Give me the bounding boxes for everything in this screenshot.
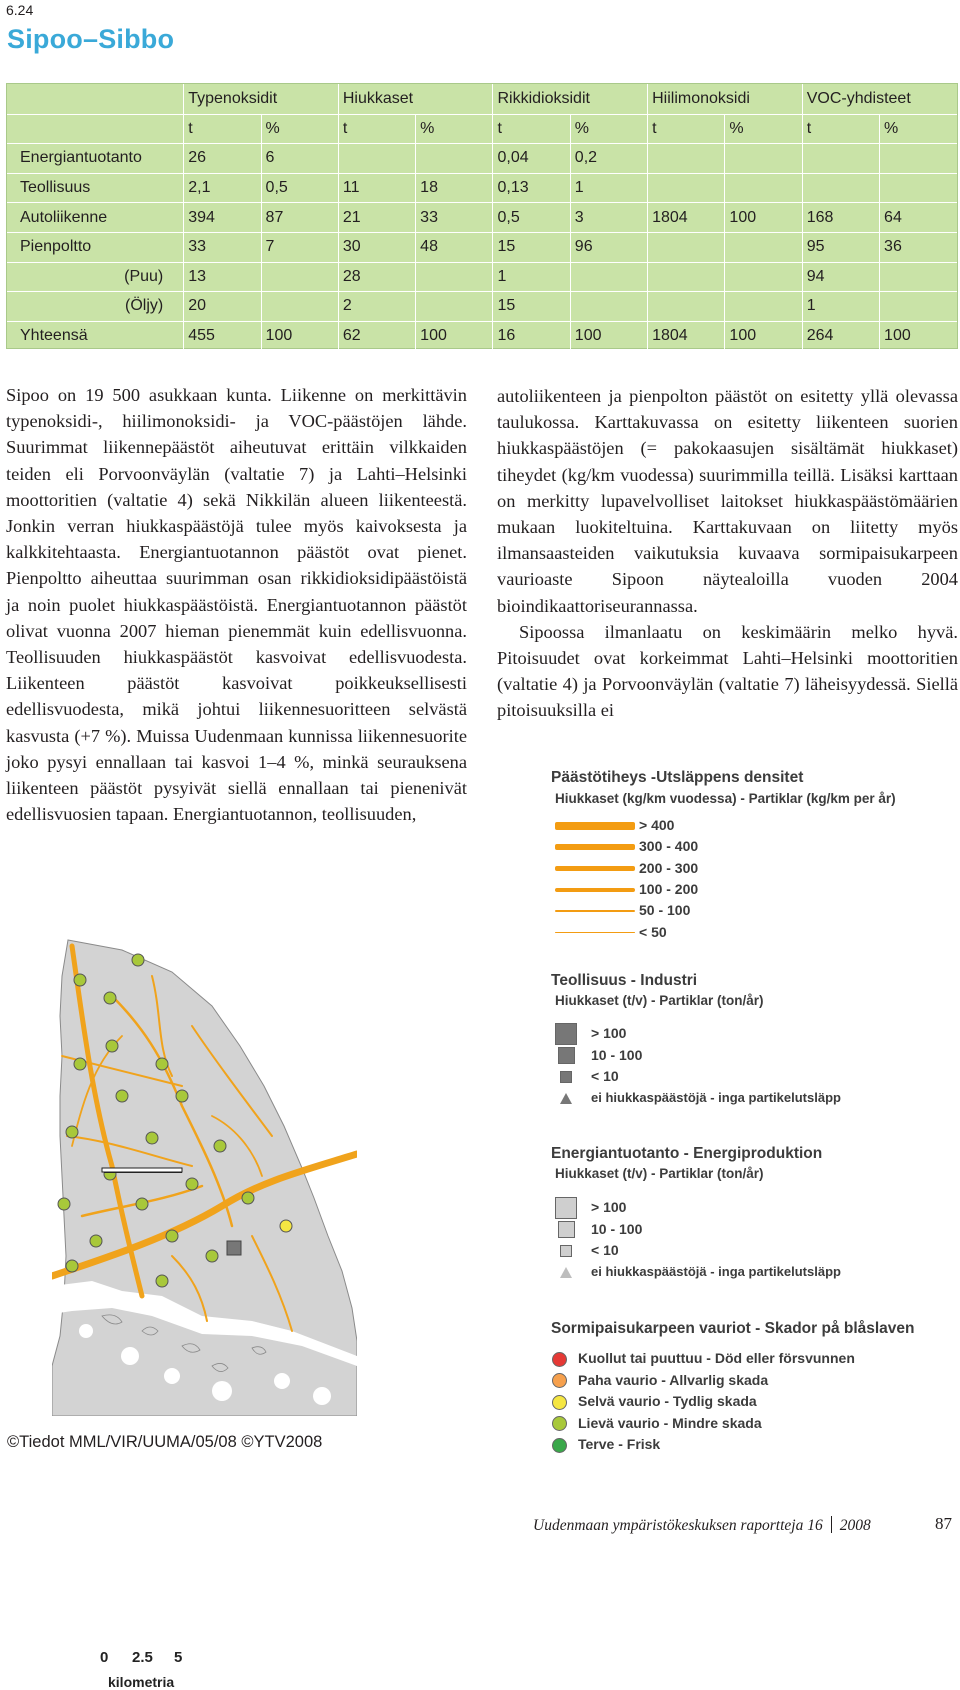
table-cell [802, 173, 879, 203]
footer-year: 2008 [839, 1517, 871, 1534]
table-cell: 100 [725, 203, 802, 233]
table-cell: 28 [338, 262, 415, 292]
group-header: Hiilimonoksidi [648, 84, 803, 114]
table-cell: 18 [416, 173, 493, 203]
body-text-right [497, 383, 958, 745]
legend-energy-subtitle: Hiukkaset (t/v) - Partiklar (ton/år) [555, 1166, 764, 1181]
industry-square-icon [560, 1071, 572, 1083]
legend-industry-subtitle: Hiukkaset (t/v) - Partiklar (ton/år) [555, 993, 764, 1008]
table-cell [725, 262, 802, 292]
table-cell: 1 [570, 173, 647, 203]
energy-class-label: ei hiukkaspäästöjä - inga partikelutsläpp [591, 1263, 841, 1279]
scale-tick: 0 [100, 1649, 109, 1666]
lichen-damage-dot-icon [552, 1438, 567, 1453]
table-cell: 0,2 [570, 144, 647, 174]
energy-class-label: 10 - 100 [591, 1220, 643, 1237]
industry-square-icon [558, 1047, 575, 1064]
table-cell: 15 [493, 292, 570, 322]
legend-industry-title: Teollisuus - Industri [551, 972, 698, 989]
table-cell: 36 [880, 232, 957, 262]
table-cell: 94 [802, 262, 879, 292]
unit-header: t [648, 114, 725, 144]
density-swatch [555, 844, 635, 850]
table-cell: 264 [802, 321, 879, 351]
table-cell: 30 [338, 232, 415, 262]
table-cell: 168 [802, 203, 879, 233]
legend-lichen-title: Sormipaisukarpeen vauriot - Skador på blåslaven [551, 1320, 915, 1337]
emissions-table [6, 83, 958, 349]
table-cell [880, 262, 957, 292]
table-cell: 2,1 [184, 173, 261, 203]
legend-energy-title: Energiantuotanto - Energiproduktion [551, 1145, 823, 1162]
energy-square-icon [555, 1197, 577, 1219]
table-cell [261, 262, 338, 292]
table-cell [880, 173, 957, 203]
table-cell: 62 [338, 321, 415, 351]
table-cell [880, 144, 957, 174]
footer-series: Uudenmaan ympäristökeskuksen raportteja 16 [533, 1517, 823, 1534]
table-cell: 7 [261, 232, 338, 262]
paragraph: autoliikenteen ja pienpolton päästöt on esitetty yllä olevassa taulukossa. Karttakuvassa on esitetty liikenteen suorien hiukkaspäästöjen (= pakokaasujen sisältämät hiukkaset) tiheydet (kg/km vuodessa) suurimmilla teillä. Lisäksi karttaan on merkitty lupavelvolliset laitokset hiukkaspäästömäärien mukaan luokiteltuina. Karttakuvaan on liitetty myös ilmansaasteiden vaikutuksia kuvaava sormipaisukarpeen vaurioaste Sipoon näytealoilla vuoden 2004 bioindikaattoriseurannassa. [497, 386, 958, 616]
unit-header: t [184, 114, 261, 144]
map-legend [545, 763, 955, 1463]
table-cell: 11 [338, 173, 415, 203]
table-cell [725, 173, 802, 203]
table-cell: 95 [802, 232, 879, 262]
row-label: Teollisuus [7, 173, 184, 203]
density-swatch [555, 910, 635, 913]
energy-square-icon [558, 1221, 575, 1238]
table-cell: 33 [184, 232, 261, 262]
lichen-class-label: Lievä vaurio - Mindre skada [578, 1414, 762, 1431]
table-corner-cell [7, 84, 184, 114]
table-cell: 48 [416, 232, 493, 262]
page-title: Sipoo–Sibbo [7, 24, 175, 54]
lichen-class-label: Kuollut tai puuttuu - Död eller försvunnen [578, 1350, 855, 1366]
table-row [7, 232, 957, 262]
data-credits: ©Tiedot MML/VIR/UUMA/05/08 ©YTV2008 [7, 1433, 323, 1451]
density-class-label: 100 - 200 [639, 880, 699, 897]
unit-header: % [880, 114, 957, 144]
table-cell: 100 [570, 321, 647, 351]
table-cell [725, 144, 802, 174]
table-cell: 0,13 [493, 173, 570, 203]
table-unit-row [7, 114, 957, 144]
energy-triangle-icon [560, 1267, 572, 1278]
group-header: Rikkidioksidit [493, 84, 648, 114]
density-swatch [555, 932, 635, 934]
unit-header: t [493, 114, 570, 144]
table-cell: 6 [261, 144, 338, 174]
density-swatch [555, 888, 635, 892]
density-class-label: 300 - 400 [639, 838, 699, 855]
table-cell [648, 144, 725, 174]
table-cell: 87 [261, 203, 338, 233]
lichen-class-label: Terve - Frisk [578, 1436, 661, 1452]
table-cell: 1804 [648, 321, 725, 351]
table-row [7, 321, 957, 351]
table-cell: 16 [493, 321, 570, 351]
table-cell [648, 232, 725, 262]
group-header: Typenoksidit [184, 84, 339, 114]
table-row [7, 173, 957, 203]
density-class-label: > 400 [639, 817, 675, 833]
table-corner-cell [7, 114, 184, 144]
table-cell: 1 [802, 292, 879, 322]
map-scale [102, 1168, 182, 1172]
table-row [7, 203, 957, 233]
table-cell [416, 144, 493, 174]
legend-density-subtitle: Hiukkaset (kg/km vuodessa) - Partiklar (kg/km per år) [555, 791, 896, 806]
table-cell [648, 262, 725, 292]
table-cell: 64 [880, 203, 957, 233]
table-cell: 0,5 [261, 173, 338, 203]
table-cell [880, 292, 957, 322]
unit-header: % [416, 114, 493, 144]
page-number: 87 [935, 1514, 952, 1533]
table-cell: 15 [493, 232, 570, 262]
table-cell: 100 [416, 321, 493, 351]
table-cell [261, 292, 338, 322]
table-cell: 26 [184, 144, 261, 174]
paragraph: Sipoossa ilmanlaatu on keskimäärin melko hyvä. Pitoisuudet ovat korkeimmat Lahti–Helsinki moottoritien (valtatie 4) ja Porvoonväylän (valtatie 7) läheisyydessä. Siellä pitoisuuksilla ei [497, 621, 958, 721]
table-row [7, 262, 957, 292]
footer-separator [831, 1516, 832, 1533]
table-cell: 455 [184, 321, 261, 351]
scale-unit: kilometria [108, 1674, 175, 1690]
industry-class-label: > 100 [591, 1025, 627, 1041]
table-cell [570, 292, 647, 322]
industry-square-icon [555, 1023, 577, 1045]
section-number: 6.24 [6, 2, 34, 18]
lichen-damage-dot-icon [552, 1395, 567, 1410]
unit-header: % [261, 114, 338, 144]
lichen-damage-dot-icon [552, 1352, 567, 1367]
table-cell [570, 262, 647, 292]
table-cell: 33 [416, 203, 493, 233]
table-cell: 394 [184, 203, 261, 233]
body-text-left [6, 382, 467, 827]
table-cell: 2 [338, 292, 415, 322]
table-cell: 96 [570, 232, 647, 262]
emission-map [52, 936, 357, 1416]
lichen-damage-dot-icon [552, 1416, 567, 1431]
table-row [7, 144, 957, 174]
energy-class-label: < 10 [591, 1242, 619, 1258]
row-label: (Öljy) [7, 292, 184, 322]
table-group-header-row [7, 84, 957, 114]
row-label: Pienpoltto [7, 232, 184, 262]
table-cell [416, 262, 493, 292]
table-cell [725, 292, 802, 322]
table-cell: 3 [570, 203, 647, 233]
lichen-class-label: Selvä vaurio - Tydlig skada [578, 1393, 757, 1409]
footer [533, 1516, 871, 1535]
table-cell [648, 292, 725, 322]
table-cell [416, 292, 493, 322]
table-cell: 1 [493, 262, 570, 292]
industry-class-label: ei hiukkaspäästöjä - inga partikelutsläpp [591, 1089, 841, 1105]
table-cell: 21 [338, 203, 415, 233]
paragraph: Sipoo on 19 500 asukkaan kunta. Liikenne on merkittävin typenoksidi-, hiilimonoksidi- ja VOC-päästöjen lähde. Suurimmat liikennepäästöt aiheutuvat erittäin vilkkaiden teiden eli Porvoonväylän (valtatie 7) ja Lahti–Helsinki moottoritien (valtatie 4) sekä Nikkilän alueen liikenteestä. Jonkin verran hiukkaspäästöjä tulee myös kaivoksesta ja kalkkitehtaasta. Energiantuotannon päästöt ovat pienet. Pienpoltto aiheuttaa suurimman osan rikkidioksidipäästöistä ja noin puolet hiukkaspäästöistä. Energiantuotannon päästöt olivat vuonna 2007 hieman pienemmät kuin edellisvuonna. Teollisuuden hiukkaspäästöt kasvoivat edellisvuodesta. Liikenteen päästöt kasvoivat poikkeuksellisesti edellisvuodesta, mikä johtui liikennesuoritteen selvästä kasvusta (+7 %). Muissa Uudenmaan kunnissa liikennesuorite joko pysyi ennallaan tai kasvoi 1–4 %, minkä seurauksena liikenteen päästöt pysyivät siellä ennallaan tai pienenivät edellisvuosien tapaan. Energiantuotannon, teollisuuden, [6, 385, 467, 825]
table-cell: 0,04 [493, 144, 570, 174]
lichen-damage-dot-icon [552, 1373, 567, 1388]
unit-header: % [570, 114, 647, 144]
table-cell [802, 144, 879, 174]
row-label: (Puu) [7, 262, 184, 292]
energy-class-label: > 100 [591, 1199, 627, 1215]
energy-square-icon [560, 1245, 572, 1257]
group-header: Hiukkaset [338, 84, 493, 114]
unit-header: t [802, 114, 879, 144]
table-cell: 100 [261, 321, 338, 351]
table-cell: 13 [184, 262, 261, 292]
scale-tick: 5 [174, 1649, 183, 1666]
density-class-label: 200 - 300 [639, 859, 699, 876]
unit-header: % [725, 114, 802, 144]
table-row [7, 292, 957, 322]
density-swatch [555, 822, 635, 830]
row-label: Autoliikenne [7, 203, 184, 233]
table-cell: 100 [884, 327, 911, 345]
row-label: Energiantuotanto [7, 144, 184, 174]
table-cell [338, 144, 415, 174]
table-cell: 100 [725, 321, 802, 351]
group-header: VOC-yhdisteet [802, 84, 957, 114]
table-cell: 1804 [648, 203, 725, 233]
table-cell: 20 [184, 292, 261, 322]
unit-header: t [338, 114, 415, 144]
density-class-label: 50 - 100 [639, 902, 691, 919]
scale-tick: 2.5 [132, 1649, 153, 1666]
density-swatch [555, 866, 635, 871]
table-cell [648, 173, 725, 203]
lichen-class-label: Paha vaurio - Allvarlig skada [578, 1371, 769, 1388]
table-cell [725, 232, 802, 262]
map-industry-site [227, 1241, 241, 1255]
industry-class-label: 10 - 100 [591, 1046, 643, 1063]
row-label: Yhteensä [7, 321, 184, 351]
density-class-label: < 50 [639, 923, 667, 940]
industry-triangle-icon [560, 1093, 572, 1104]
industry-class-label: < 10 [591, 1068, 619, 1084]
legend-density-title: Päästötiheys -Utsläppens densitet [551, 769, 804, 786]
table-cell: 0,5 [493, 203, 570, 233]
